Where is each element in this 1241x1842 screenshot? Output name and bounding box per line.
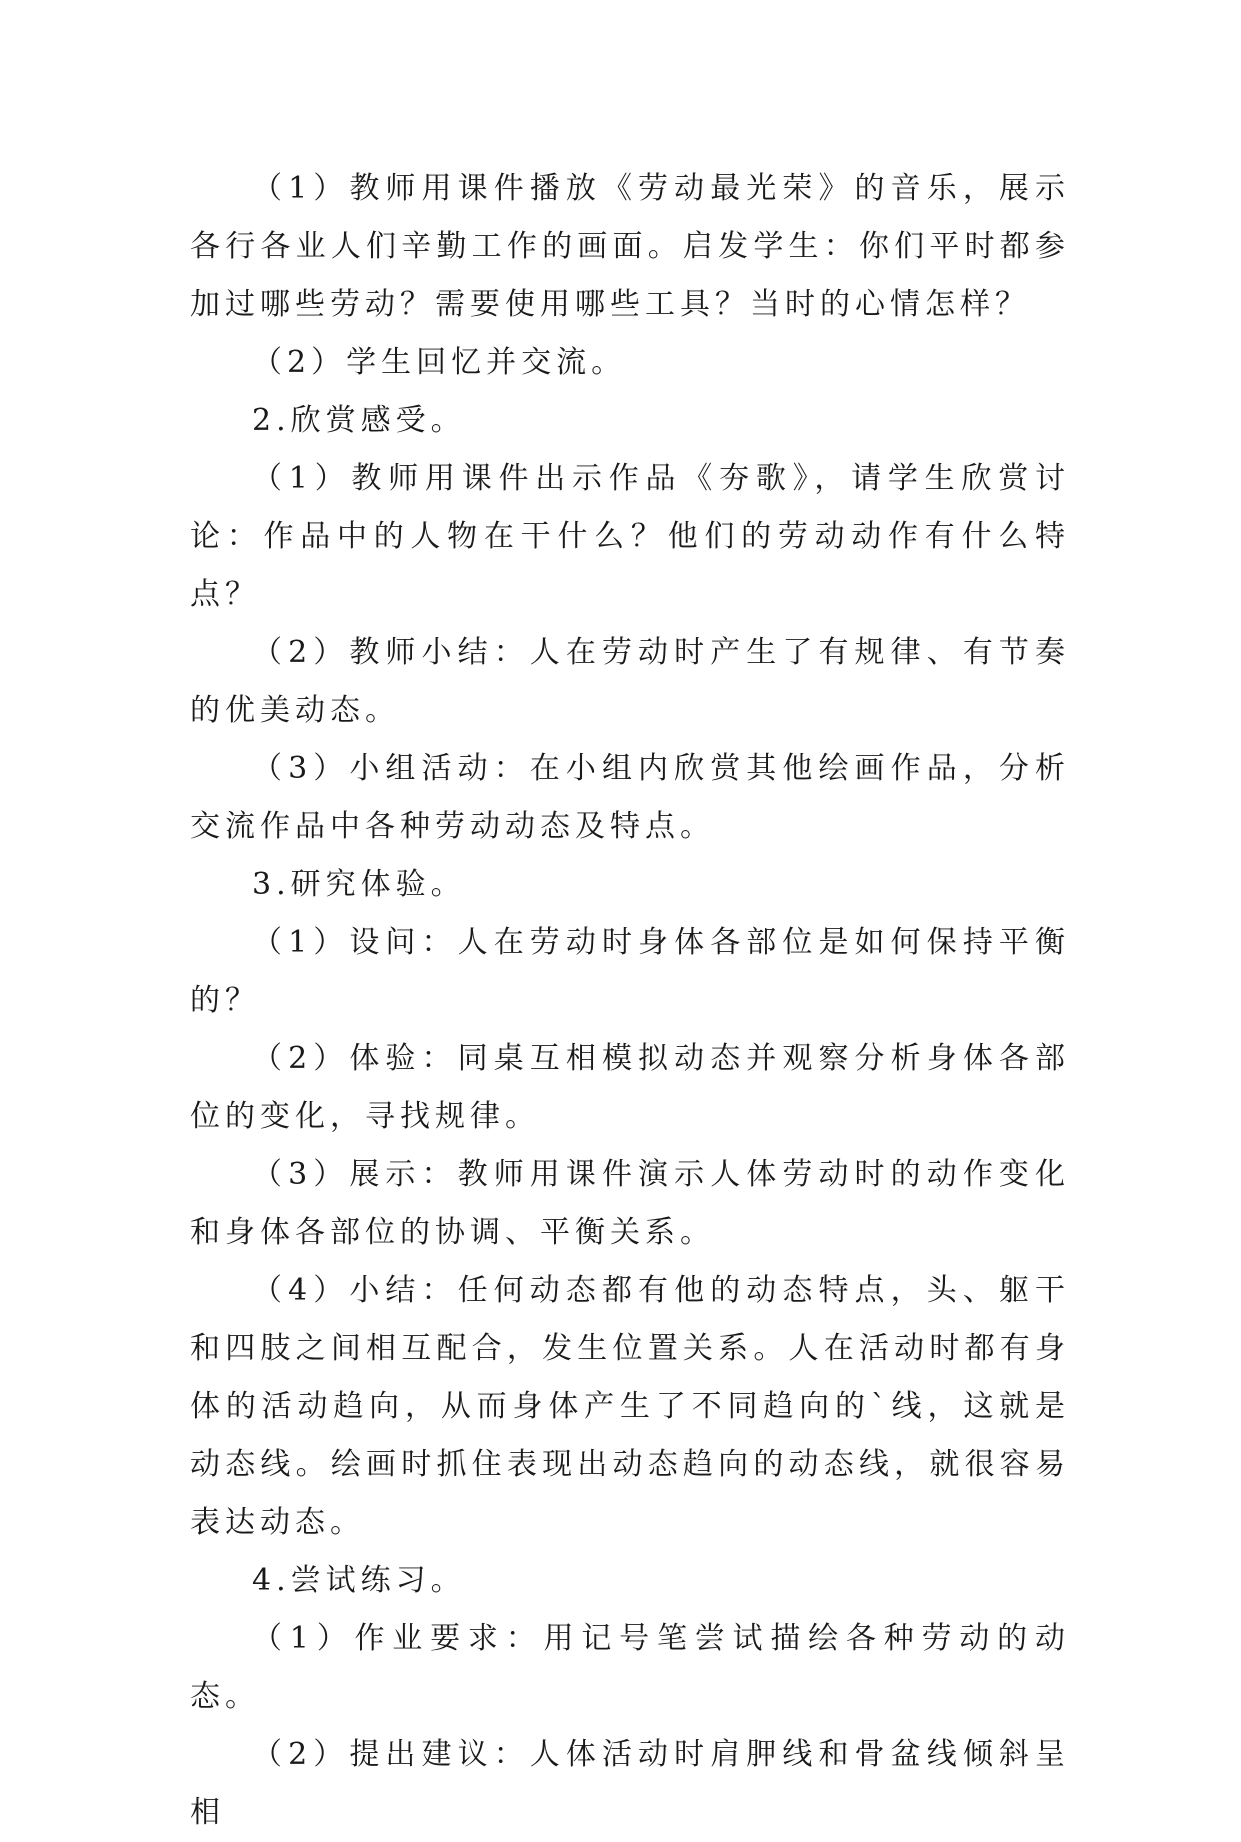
paragraph-assignment: （1）作业要求：用记号笔尝试描绘各种劳动的动态。 <box>190 1621 1070 1714</box>
section-heading-practice: 4.尝试练习。 <box>252 1563 466 1598</box>
section-heading-research: 3.研究体验。 <box>252 867 466 902</box>
paragraph-demonstration: （3）展示：教师用课件演示人体劳动时的动作变化和身体各部位的协调、平衡关系。 <box>190 1157 1070 1250</box>
paragraph-teacher-summary: （2）教师小结：人在劳动时产生了有规律、有节奏的优美动态。 <box>190 635 1070 728</box>
paragraph-suggestion: （2）提出建议：人体活动时肩胛线和骨盆线倾斜呈相 <box>190 1737 1070 1830</box>
paragraph-group-activity: （3）小组活动：在小组内欣赏其他绘画作品，分析交流作品中各种劳动动态及特点。 <box>190 751 1070 844</box>
paragraph-dynamic-line-summary: （4）小结：任何动态都有他的动态特点，头、躯干和四肢之间相互配合，发生位置关系。人在活动时都有身体的活动趋向，从而身体产生了不同趋向的`线，这就是动态线。绘画时抓住表现出动态趋向的动态线，就很容易表达动态。 <box>190 1273 1070 1540</box>
paragraph-question: （1）设问：人在劳动时身体各部位是如何保持平衡的？ <box>190 925 1070 1018</box>
paragraph-student-recall: （2）学生回忆并交流。 <box>252 345 627 380</box>
paragraph-intro-music: （1）教师用课件播放《劳动最光荣》的音乐，展示各行各业人们辛勤工作的画面。启发学生：你们平时都参加过哪些劳动？需要使用哪些工具？当时的心情怎样？ <box>190 171 1070 322</box>
paragraph-artwork-discussion: （1）教师用课件出示作品《夯歌》，请学生欣赏讨论：作品中的人物在干什么？他们的劳动动作有什么特点？ <box>190 461 1070 612</box>
section-heading-appreciate: 2.欣赏感受。 <box>252 403 466 438</box>
document-body <box>190 160 1070 1842</box>
paragraph-experience: （2）体验：同桌互相模拟动态并观察分析身体各部位的变化，寻找规律。 <box>190 1041 1070 1134</box>
